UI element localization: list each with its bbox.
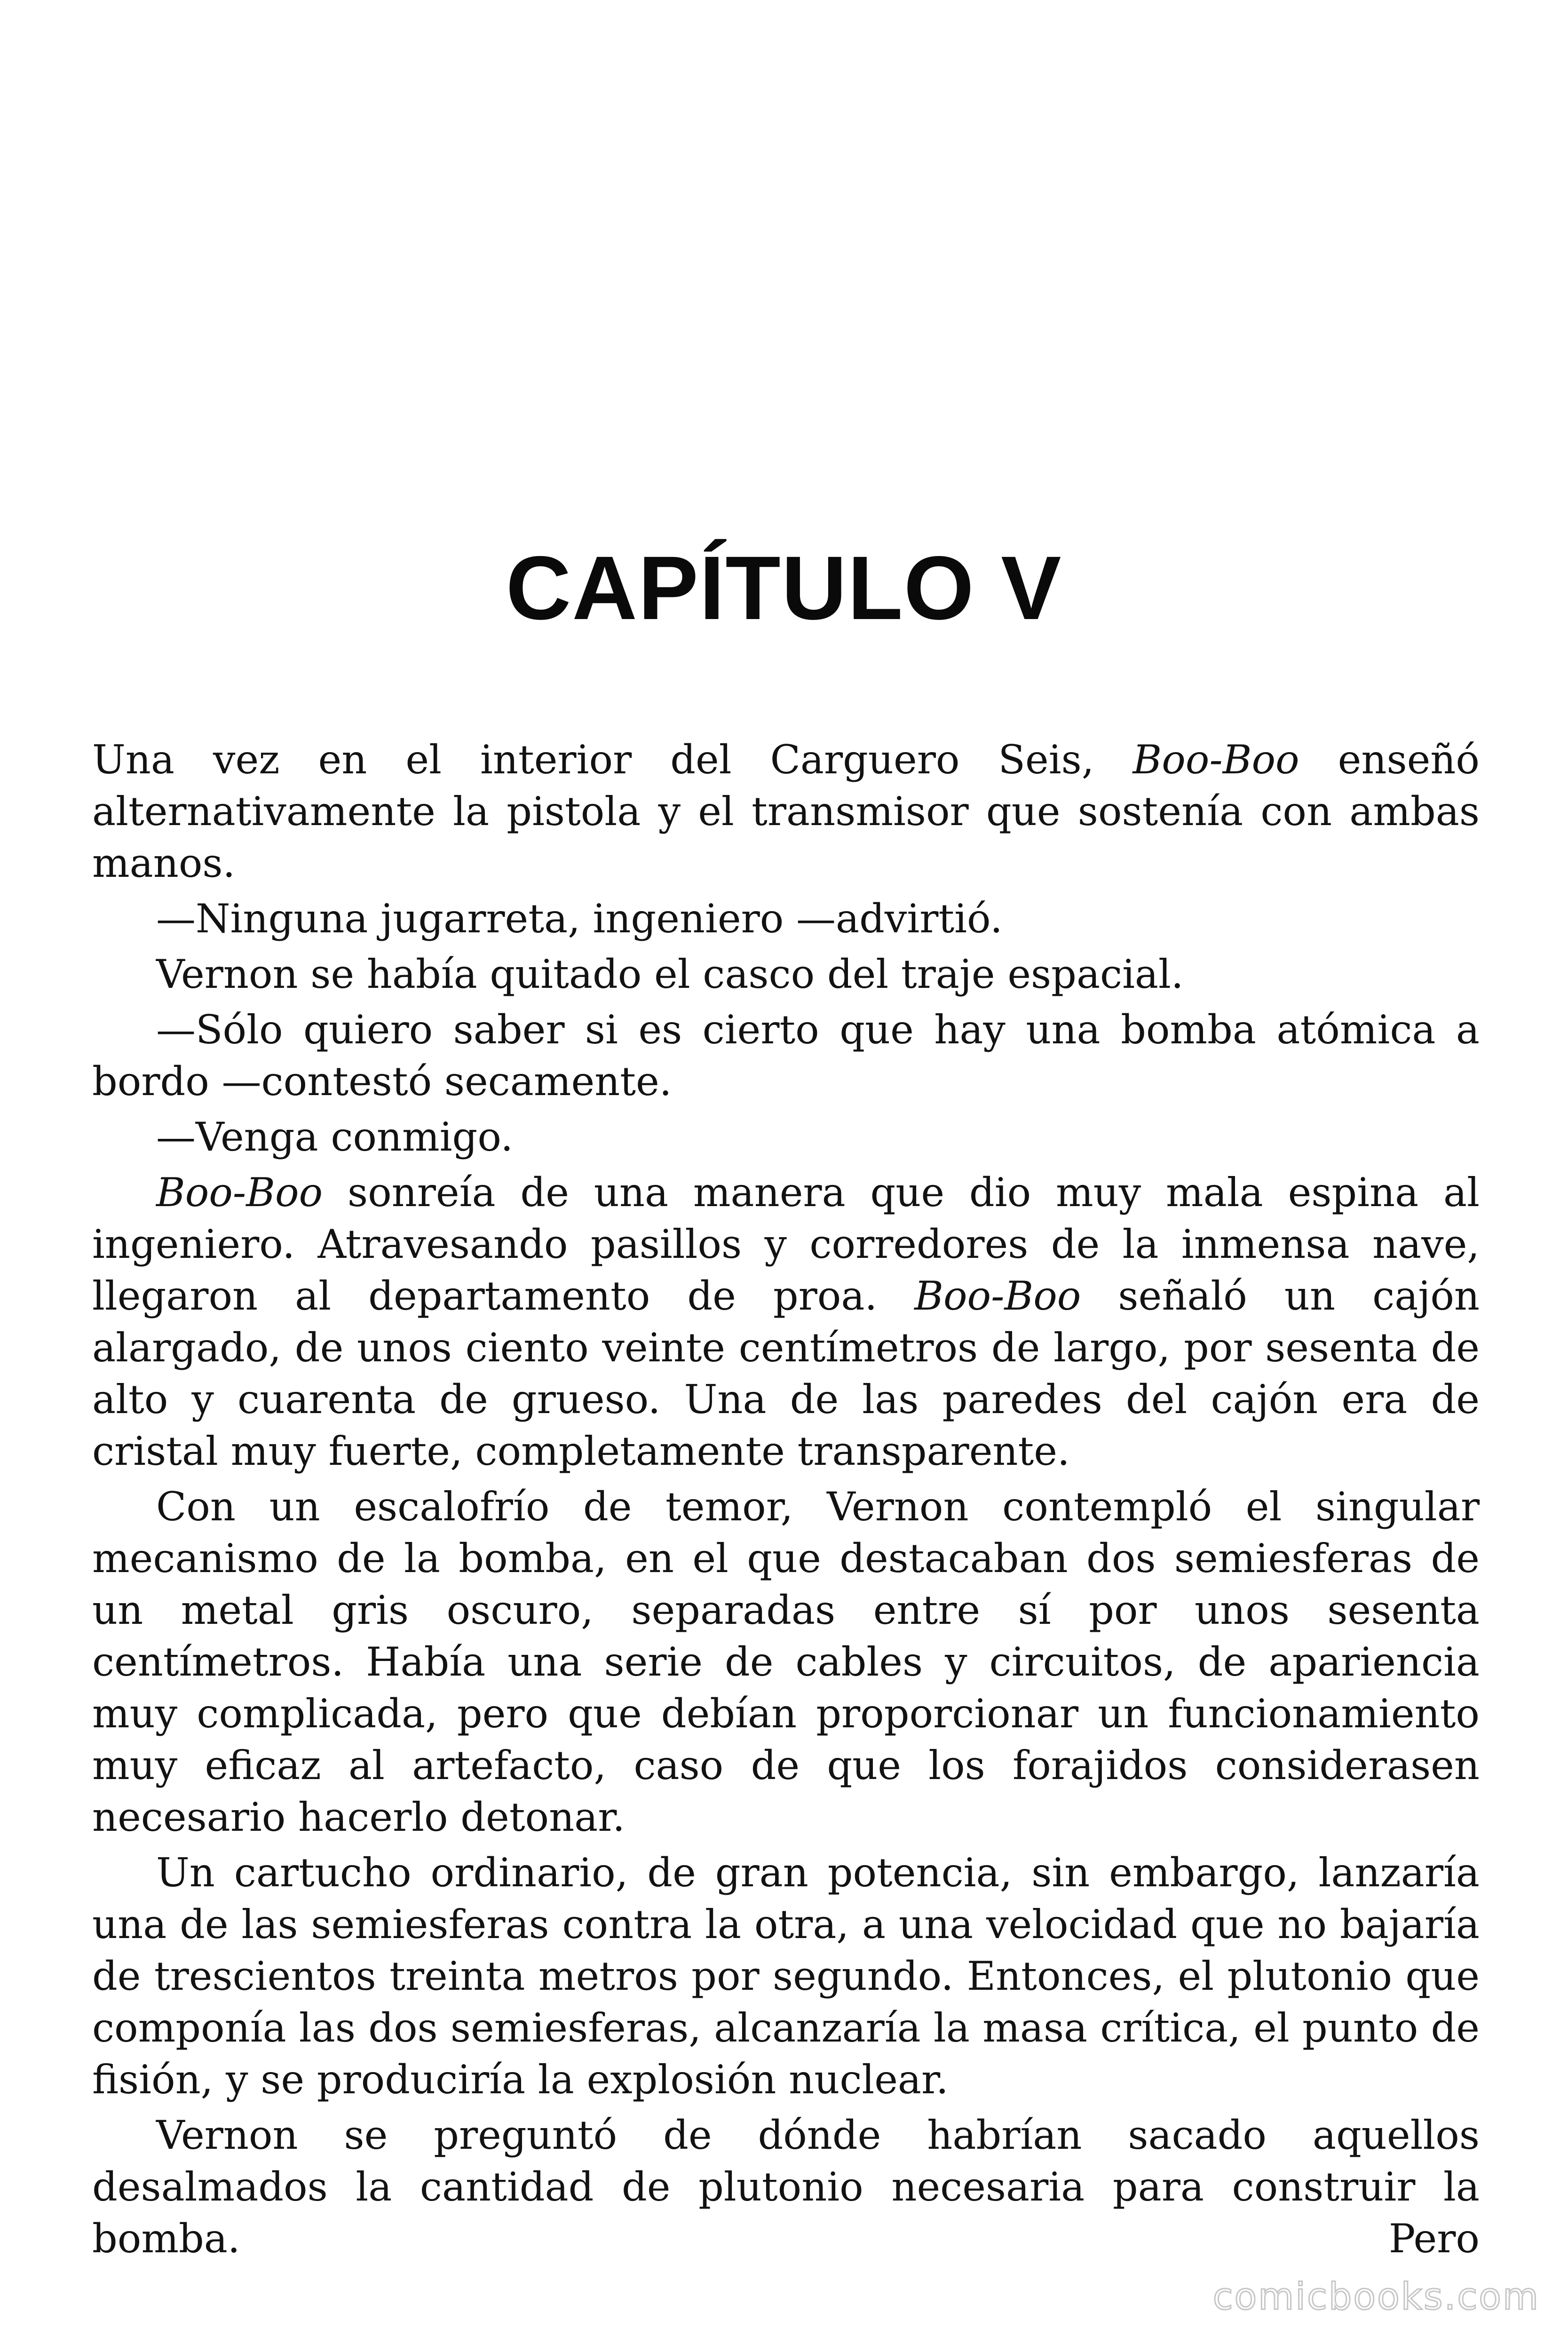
italic-name: Boo-Boo bbox=[914, 1273, 1081, 1319]
italic-name: Boo-Boo bbox=[1132, 737, 1299, 783]
text-run: —Ninguna jugarreta, ingeniero —advirtió. bbox=[156, 896, 1003, 942]
paragraph bbox=[92, 1004, 1480, 1107]
text-run: —Sólo quiero saber si es cierto que hay una bomba atómica a bordo —contestó secamente. bbox=[92, 1007, 1480, 1104]
paragraph bbox=[92, 893, 1480, 945]
text-run: Con un escalofrío de temor, Vernon contempló el singular mecanismo de la bomba, en el que destacaban dos semiesferas de un metal gris oscuro, separadas entre sí por unos sesenta centímetros. Había una serie de cables y circuitos, de apariencia muy complicada, pero que debían proporcionar un funcionamiento muy eficaz al artefacto, caso de que los forajidos considerasen necesario hacerlo detonar. bbox=[92, 1484, 1480, 1840]
text-run: —Venga conmigo. bbox=[156, 1114, 514, 1160]
chapter-body bbox=[92, 734, 1480, 2265]
text-run: señaló un cajón alargado, de unos ciento veinte centímetros de largo, por sesenta de alto y cuarenta de grueso. Una de las paredes del cajón era de cristal muy fuerte, completamente transparente. bbox=[92, 1273, 1480, 1474]
text-run: Vernon se preguntó de dónde habrían sacado aquellos desalmados la cantidad de plutonio necesaria para construir la bomba. Pero bbox=[92, 2112, 1480, 2262]
text-run: enseñó alternativamente la pistola y el transmisor que sostenía con ambas manos. bbox=[92, 737, 1480, 886]
text-run: Vernon se había quitado el casco del traje espacial. bbox=[156, 951, 1184, 997]
text-run: sonreía de una manera que dio muy mala espina al ingeniero. Atravesando pasillos y corredores de la inmensa nave, llegaron al departamento de proa. bbox=[92, 1169, 1480, 1319]
italic-name: Boo-Boo bbox=[156, 1169, 323, 1216]
paragraph bbox=[92, 1481, 1480, 1843]
paragraph bbox=[92, 734, 1480, 889]
paragraph bbox=[92, 1111, 1480, 1163]
watermark: comicbooks.com bbox=[1212, 2276, 1540, 2318]
chapter-title: CAPÍTULO V bbox=[506, 537, 1062, 638]
paragraph bbox=[92, 1847, 1480, 2106]
paragraph bbox=[92, 2109, 1480, 2265]
paragraph bbox=[92, 1167, 1480, 1477]
paragraph bbox=[92, 948, 1480, 1000]
text-run: Un cartucho ordinario, de gran potencia, sin embargo, lanzaría una de las semiesferas contra la otra, a una velocidad que no bajaría de trescientos treinta metros por segundo. Entonces, el plutonio que componía las dos semiesferas, alcanzaría la masa crítica, el punto de fisión, y se produciría la explosión nuclear. bbox=[92, 1850, 1480, 2103]
text-run: Una vez en el interior del Carguero Seis, bbox=[92, 737, 1133, 783]
